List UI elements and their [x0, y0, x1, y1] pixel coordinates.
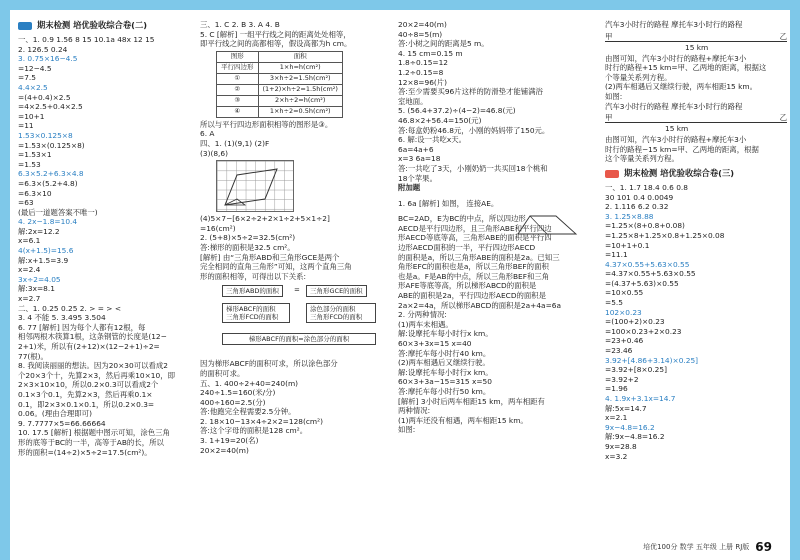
text-line: 解:设摩托车每小时行x km。 — [398, 367, 493, 377]
text-line: 2. 18×10−13×4÷2×2=128(cm²) — [200, 416, 323, 426]
text-line: 完全相同的直角三角形”可知，这两个直角三角 — [200, 262, 352, 272]
text-line: =1.53×1 — [18, 150, 52, 160]
text-line: 解:x+1.5=3.9 — [18, 255, 69, 265]
text-line: 形的面积=(14÷2)×5÷2=17.5(cm²)。 — [18, 447, 152, 457]
text-line: 9x=28.8 — [605, 441, 637, 451]
text-line: 40÷8=5(m) — [398, 29, 443, 39]
text-line: =16(cm²) — [200, 223, 236, 233]
text-line: 6. A — [200, 129, 215, 139]
text-line: (4)5×7−[6×2÷2+2×1÷2+5×1÷2] — [200, 214, 330, 224]
column-4 — [605, 20, 787, 525]
text-line: 答:至少需要买96片这样的防滑垫才能铺满浴 — [398, 87, 543, 97]
text-line: =1.25×8+1.25×0.8+1.25×0.08 — [605, 230, 725, 240]
text-line: 400÷160=2.5(分) — [200, 397, 266, 407]
text-line: 五、1. 400÷2+40=240(m) — [200, 378, 299, 388]
text-line: 4.4×2.5 — [18, 82, 48, 92]
text-line: (2)两车相遇后又继续行驶。 — [398, 358, 490, 368]
column-2-lines-d — [200, 359, 390, 455]
text-line: 因为梯形ABCF的面积可求，所以涂色部分 — [200, 359, 338, 369]
text-line: 2+1)米，所以有(2+12)×(12−2+1)÷2= — [18, 342, 160, 351]
text-line: =11.1 — [605, 250, 628, 260]
relation-diagram — [212, 283, 378, 357]
text-line: 解:5x=14.7 — [605, 403, 647, 413]
text-line: 答:这个字母的面积是128 cm²。 — [200, 426, 308, 436]
text-line: 个等量关系列方程。 — [605, 72, 672, 82]
text-line: 1. 6a [解析] 如图， 连接AE。 — [398, 198, 499, 208]
text-line: =(100+2)×0.23 — [605, 317, 665, 327]
page-footer — [643, 539, 772, 554]
text-line: 3.92+[4.86+3.14)×0.25] — [605, 355, 699, 365]
text-line: 3. 1.25×8.88 — [605, 211, 654, 221]
text-line: 二、1. 0.25 0.25 2. > = > < — [18, 303, 122, 313]
text-line: x=3 6a=18 — [398, 154, 441, 164]
coordinate-grid-figure — [216, 160, 294, 212]
column-2 — [200, 20, 390, 545]
text-line: =1.25×(8+0.8+0.08) — [605, 221, 685, 231]
text-line: 这个等量关系列方程。 — [605, 154, 679, 164]
text-line: 2. 126.5 0.24 — [18, 44, 68, 54]
text-line: 解:3x=8.1 — [18, 284, 55, 294]
text-line: 240÷1.5=160(米/分) — [200, 388, 276, 398]
text-line: 室地面。 — [398, 96, 428, 106]
text-line: 10. 17.5 [解析] 根据题中图示可知，涂色三角 — [18, 428, 170, 438]
text-line: 形AECD等底等高，三角形ABE的面积是平行四 — [398, 233, 552, 243]
text-line: 77(根)。 — [18, 351, 48, 361]
table-row: ④ 1×h÷2=0.5h(cm²) — [217, 106, 343, 117]
text-line: 答:每盒奶粉46.8元，小刚的妈妈带了150元。 — [398, 125, 550, 135]
header-bar-icon — [18, 22, 32, 30]
text-line: 一、1. 1.7 18.4 0.6 0.8 — [605, 182, 688, 192]
text-line: 也是a。F是AB的中点，所以三角形BEF和三角 — [398, 271, 550, 281]
text-line: =12−4.5 — [18, 63, 52, 73]
text-line: =7.5 — [18, 73, 36, 83]
text-line: =(4.37+5.63)×0.55 — [605, 278, 679, 288]
column-2-lines-b — [200, 120, 390, 158]
section-header-3 — [605, 168, 787, 180]
text-line: 形的面积相等，可得出以下关系: — [200, 271, 306, 281]
text-line: 解:2x=12.2 — [18, 226, 60, 236]
section-header-2 — [18, 20, 198, 32]
text-line: (最后一道题答案不唯一) — [18, 207, 98, 217]
section-title: 期末检测 培优验收综合卷(二) — [37, 20, 148, 31]
text-line: =3.92+[8×0.25] — [605, 365, 667, 375]
text-line: 角形EFC的面积也是a，所以三角形BEF的面积 — [398, 262, 549, 272]
text-line: 6.3×5.2+6.3×4.8 — [18, 169, 84, 179]
text-line: 相邻两根木筷算1根，这条钢管的长度是(12− — [18, 332, 167, 342]
text-line: 形AFE等底等高，所以梯形ABCD的面积是 — [398, 281, 537, 291]
text-line: 解:9x−4.8=16.2 — [605, 432, 665, 442]
text-line: AECD是平行四边形，且三角形ABE和平行四边 — [398, 223, 552, 233]
point-label: 乙 — [779, 31, 787, 41]
flow-box: 三角形ABD的面积 — [222, 285, 283, 297]
text-line: 2a×2=4a，所以梯形ABCD的面积是2a+4a=6a — [398, 300, 561, 310]
page-number: 69 — [755, 539, 772, 554]
text-line: x=6.1 — [18, 236, 41, 246]
text-line: 1.2÷0.15=8 — [398, 67, 444, 77]
text-line: 4. 2x−1.8=10.4 — [18, 217, 78, 227]
text-line: 两种情况: — [398, 406, 431, 416]
column-4-lines-b — [605, 54, 787, 112]
text-line: 2×3×10×10，所以0.2×0.3可以看成2个 — [18, 380, 159, 390]
column-2-lines-c — [200, 214, 390, 281]
text-line: 由图可知，汽车3小时行的路程+摩托车3小 — [605, 135, 747, 145]
text-line: 9x−4.8=16.2 — [605, 422, 655, 432]
text-line: 1.8÷0.15=12 — [398, 58, 448, 68]
text-line: 4. 1.9x+3.1x=14.7 — [605, 394, 676, 403]
text-line: =4.37×0.55+5.63×0.55 — [605, 269, 696, 279]
point-label: 甲 — [605, 31, 613, 41]
text-line: 汽车3小时行的路程 摩托车3小时行的路程 — [605, 20, 743, 29]
text-line: 4. 15 cm=0.15 m — [398, 48, 463, 58]
text-line: 3x÷2=4.05 — [18, 274, 61, 284]
distance-label: 15 km — [685, 42, 709, 52]
text-line: 20×2=40(m) — [398, 20, 447, 29]
point-label: 乙 — [779, 113, 787, 123]
text-line: 6. 解:设一共吃x天。 — [398, 135, 466, 145]
text-line: 18个苹果。 — [398, 173, 437, 183]
text-line: 0.1×3个0.1，先算2×3，然后再乘0.1× — [18, 389, 153, 399]
text-line: 答:梯形的面积是32.5 cm²。 — [200, 242, 295, 252]
table-header: 面积 — [258, 51, 342, 62]
text-line: 由图可知，汽车3小时行的路程+摩托车3小 — [605, 53, 747, 63]
text-line: 0.1，即2×3×0.1×0.1，所以0.2×0.3= — [18, 399, 155, 409]
text-line: BC=2AD，E为BC的中点，所以四边形 — [398, 214, 526, 224]
text-line: 即平行线之间的高都相等，假设高都为h cm。 — [200, 39, 352, 49]
text-line: 0.06。(理由合理即可) — [18, 409, 92, 419]
text-line: 时行的路程−15 km=甲、乙两地的距离，根据 — [605, 144, 759, 154]
text-line: 30 101 0.4 0.0049 — [605, 192, 674, 202]
text-line: 答:摩托车每小时行40 km。 — [398, 348, 491, 358]
text-line: 2. 分两种情况: — [398, 310, 447, 320]
text-line: =11 — [18, 121, 34, 131]
text-line: 汽车3小时行的路程 摩托车3小时行的路程 — [605, 101, 743, 111]
text-line: x=2.1 — [605, 413, 628, 423]
text-line: =23+0.46 — [605, 336, 644, 346]
text-line: 60×3+3a−15=315 x=50 — [398, 377, 492, 387]
column-3 — [398, 20, 596, 525]
table-header: 图形 — [217, 51, 259, 62]
flow-box: 三角形GCE的面积 — [306, 285, 367, 297]
column-1-lines — [18, 35, 198, 457]
left-border — [0, 0, 10, 560]
text-line: 答:一共吃了3天，小刚奶奶一共买回18个桃和 — [398, 163, 548, 173]
text-line: 如图: — [398, 425, 416, 435]
flow-box: 梯形ABCF的面积 三角形FCD的面积 — [222, 303, 290, 323]
column-2-lines-a — [200, 20, 390, 49]
text-line: ABE的面积是2a，平行四边形AECD的面积是 — [398, 291, 547, 301]
flow-box: 涂色部分的面积 三角形FCD的面积 — [306, 303, 376, 323]
text-line: 5. C [解析] 一组平行线之间的距离处处相等， — [200, 29, 351, 39]
header-bar-icon — [605, 170, 619, 178]
text-line: 6. 77 [解析] 因为每个人都有12根，每 — [18, 322, 146, 332]
text-line: =4×2.5+0.4×2.5 — [18, 102, 83, 112]
text-line: =100×0.23+2×0.23 — [605, 326, 682, 336]
text-line: 个20×3个十，先算2×3，然后再乘10×10，即 — [18, 370, 175, 380]
text-line: x=2.7 — [18, 294, 41, 304]
text-line: 5. (56.4+37.2)÷(4−2)=46.8(元) — [398, 106, 516, 116]
text-line: 2. 1.116 6.2 0.32 — [605, 202, 669, 212]
text-line: 的面积是a，所以三角形ABE的面积是2a。已知三 — [398, 252, 560, 262]
table-row: 平行四边形 1×h=h(cm²) — [217, 62, 343, 73]
top-border — [0, 0, 800, 10]
column-1 — [18, 20, 198, 545]
distance-label: 15 km — [665, 124, 689, 134]
text-line: 答:小树之间的距离是5 m。 — [398, 39, 489, 49]
footer-brand: 培优100分 数学 五年级 上册 RJ版 — [643, 542, 750, 551]
text-line: 解:设摩托车每小时行x km。 — [398, 329, 493, 339]
text-line: 三、1. C 2. B 3. A 4. B — [200, 20, 280, 29]
text-line: x=2.4 — [18, 265, 41, 275]
text-line: 20×2=40(m) — [200, 445, 249, 455]
text-line: =1.53×(0.125×8) — [18, 140, 85, 150]
text-line: 4(x+1.5)=15.6 — [18, 246, 74, 256]
text-line: 60×3+3x=15 x=40 — [398, 339, 472, 348]
table-row: ② (1+2)×h÷2=1.5h(cm²) — [217, 84, 343, 95]
text-line: 8. 我阅读丽丽的想法。因为20×30可以看成2 — [18, 361, 168, 371]
text-line: (1)两车还没有相遇，两车相距15 km。 — [398, 415, 528, 425]
text-line: 一、1. 0.9 1.56 8 15 10.1a 48x 12 15 — [18, 35, 155, 44]
table-row: ③ 2×h÷2=h(cm²) — [217, 95, 343, 106]
text-line: =23.46 — [605, 346, 633, 356]
distance-diagram-1 — [605, 32, 787, 52]
text-line: [解析] 由“三角形ABD和三角形GCE是两个 — [200, 252, 340, 262]
section-title: 期末检测 培优验收综合卷(三) — [624, 168, 735, 179]
text-line: 如图: — [605, 91, 623, 101]
text-line: =1.96 — [605, 384, 628, 394]
text-line: 的面积可求。 — [200, 368, 245, 378]
text-line: 所以与平行四边形面积相等的图形是③。 — [200, 119, 333, 129]
text-line: 2. (5+8)×5÷2=32.5(cm²) — [200, 233, 296, 243]
text-line: =6.3×10 — [18, 188, 52, 198]
text-line: 46.8×2+56.4=150(元) — [398, 115, 482, 125]
text-line: =6.3×(5.2+4.8) — [18, 178, 78, 188]
text-line: 3. 0.75×16−4.5 — [18, 54, 78, 64]
text-line: 四、1. (1)(9,1) (2)F — [200, 138, 270, 148]
right-border — [790, 0, 800, 560]
table-row: ① 3×h÷2=1.5h(cm²) — [217, 73, 343, 84]
text-line: 102×0.23 — [605, 307, 642, 317]
text-line: =(4+0.4)×2.5 — [18, 92, 71, 102]
text-line: [解析] 3小时后两车相距15 km，两车相距有 — [398, 396, 545, 406]
text-line: (2)两车相遇后又继续行驶，两车相距15 km。 — [605, 82, 757, 92]
text-line: =10+1+0.1 — [605, 240, 650, 250]
text-line: 9. 7.7777×5=66.66664 — [18, 418, 106, 428]
text-line: 时行的路程+15 km=甲、乙两地的距离，根据这 — [605, 63, 767, 73]
column-4-lines-a — [605, 20, 787, 30]
equals-sign: = — [294, 286, 300, 295]
flow-box-result: 梯形ABCF的面积=涂色部分的面积 — [222, 333, 376, 345]
text-line: 3. 1+19=20(名) — [200, 436, 259, 446]
text-line: x=3.2 — [605, 451, 628, 461]
area-table — [216, 51, 343, 118]
text-line: 1.53×0.125×8 — [18, 130, 73, 140]
text-line: 答:摩托车每小时行50 km。 — [398, 386, 491, 396]
trapezoid-figure — [516, 212, 580, 238]
column-4-lines-c — [605, 135, 787, 164]
text-line: 4.37×0.55+5.63×0.55 — [605, 259, 690, 269]
text-line: 6a=4a+6 — [398, 144, 434, 154]
parallelogram-figure — [217, 161, 295, 213]
distance-diagram-2 — [605, 113, 787, 133]
text-line: (3)(8,6) — [200, 148, 228, 158]
text-line: =10+1 — [18, 111, 45, 121]
text-line: 12×8=96(片) — [398, 77, 448, 87]
text-line: 3. 4 不能 5. 3.495 3.504 — [18, 313, 106, 323]
text-line: =1.53 — [18, 159, 41, 169]
text-line: 形的底等于BC的一半，高等于AB的长，所以 — [18, 437, 164, 447]
text-line: 附加题 — [398, 183, 421, 193]
text-line: 答:他跑完全程需要2.5分钟。 — [200, 407, 296, 417]
column-4-lines-d — [605, 183, 787, 461]
text-line: =3.92+2 — [605, 374, 639, 384]
text-line: =5.5 — [605, 298, 623, 308]
point-label: 甲 — [605, 113, 613, 123]
text-line: 边形AECD面积的一半，平行四边形AECD — [398, 243, 536, 253]
text-line: =10×0.55 — [605, 288, 644, 298]
text-line: =63 — [18, 198, 34, 208]
text-line: (1)两车未相遇。 — [398, 319, 453, 329]
